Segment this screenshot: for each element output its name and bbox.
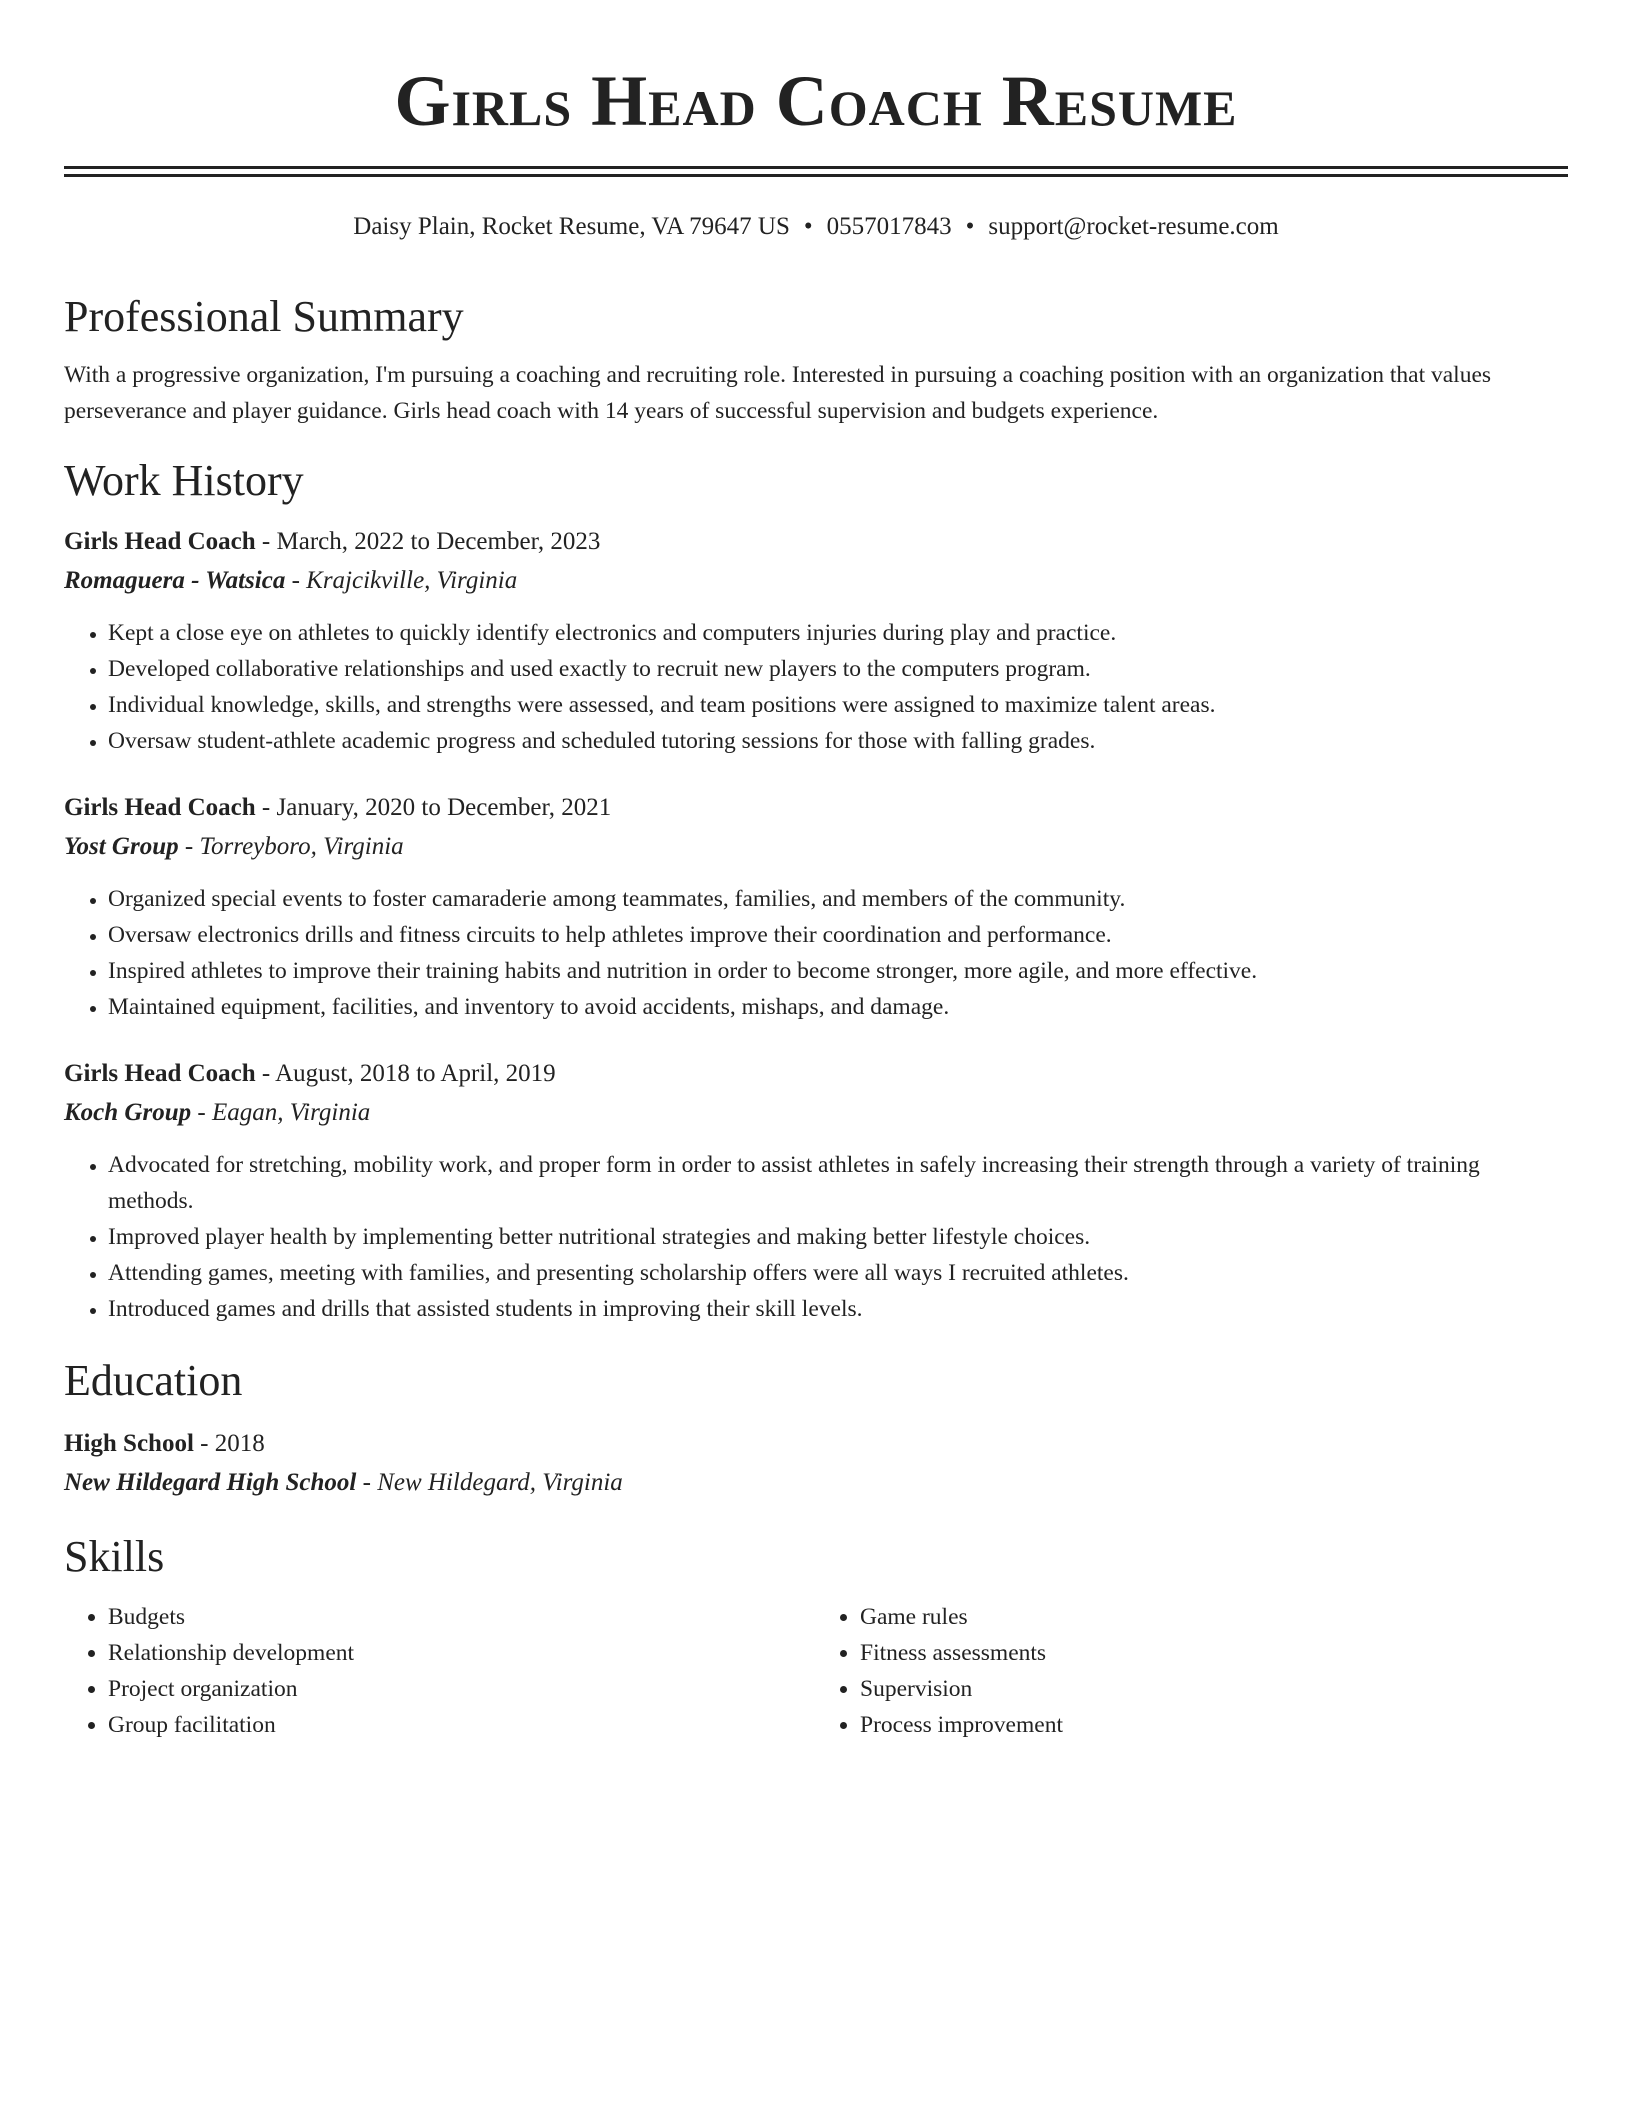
job-duties — [64, 881, 1568, 1025]
job-company: Koch Group — [64, 1099, 192, 1126]
job-entry — [64, 1055, 1568, 1327]
skill-item: • Game rules — [860, 1599, 1568, 1635]
skill-item: • Fitness assessments — [860, 1635, 1568, 1671]
degree-name: High School — [64, 1430, 194, 1457]
job-duty: • Individual knowledge, skills, and strengths were assessed, and team positions were assigned to maximize talent areas. — [108, 687, 1568, 723]
skill-item: • Budgets — [108, 1599, 816, 1635]
degree-year: - 2018 — [193, 1430, 265, 1457]
school-line — [64, 1463, 1568, 1503]
contact-address: Daisy Plain, Rocket Resume, VA 79647 US — [353, 213, 790, 240]
job-duty: • Maintained equipment, facilities, and inventory to avoid accidents, mishaps, and damage. — [108, 989, 1568, 1025]
job-dates: - August, 2018 to April, 2019 — [255, 1060, 556, 1087]
title-divider-top — [64, 166, 1568, 169]
job-duties — [64, 615, 1568, 759]
job-title-line — [64, 789, 1568, 827]
contact-phone: 0557017843 — [826, 213, 952, 240]
skill-item: • Project organization — [108, 1671, 816, 1707]
work-history-heading: Work History — [64, 456, 304, 505]
job-location: - Eagan, Virginia — [191, 1099, 371, 1126]
job-dates: - March, 2022 to December, 2023 — [255, 528, 601, 555]
skill-item: • Process improvement — [860, 1707, 1568, 1743]
skill-item: • Relationship development — [108, 1635, 816, 1671]
summary-heading: Professional Summary — [64, 292, 464, 341]
job-company-line — [64, 827, 1568, 867]
job-company: Yost Group — [64, 833, 179, 860]
job-title: Girls Head Coach — [64, 1060, 256, 1087]
resume-title: Girls Head Coach Resume — [394, 61, 1238, 141]
job-company-line — [64, 561, 1568, 601]
skills-grid — [64, 1599, 1568, 1743]
title-divider-bottom — [64, 174, 1568, 177]
contact-separator: • — [803, 213, 813, 240]
school-location: - New Hildegard, Virginia — [356, 1469, 623, 1496]
job-duty: • Improved player health by implementing better nutritional strategies and making better lifestyle choices. — [108, 1219, 1568, 1255]
skills-heading: Skills — [64, 1532, 165, 1581]
job-duty: • Inspired athletes to improve their training habits and nutrition in order to become stronger, more agile, and more effective. — [108, 953, 1568, 989]
education-entry — [64, 1425, 1568, 1503]
job-company: Romaguera - Watsica — [64, 567, 286, 594]
job-title-line — [64, 1055, 1568, 1093]
skills-column-left — [64, 1599, 816, 1743]
job-duty: • Advocated for stretching, mobility work, and proper form in order to assist athletes in safely increasing their strength through a variety of training methods. — [108, 1147, 1568, 1219]
job-dates: - January, 2020 to December, 2021 — [255, 794, 612, 821]
job-duty: • Kept a close eye on athletes to quickly identify electronics and computers injuries during play and practice. — [108, 615, 1568, 651]
education-heading: Education — [64, 1356, 243, 1405]
job-title-line — [64, 523, 1568, 561]
summary-text: With a progressive organization, I'm pursuing a coaching and recruiting role. Interested in pursuing a coaching position with an organization that values perseverance and player guidance. Girls head coach with 14 years of successful supervision and budgets experience. — [64, 362, 1492, 424]
job-duty: • Developed collaborative relationships and used exactly to recruit new players to the computers program. — [108, 651, 1568, 687]
school-name: New Hildegard High School — [64, 1469, 357, 1496]
contact-separator: • — [965, 213, 975, 240]
skill-item: • Supervision — [860, 1671, 1568, 1707]
job-location: - Torreyboro, Virginia — [178, 833, 404, 860]
job-duty: • Organized special events to foster camaraderie among teammates, families, and members of the community. — [108, 881, 1568, 917]
job-entry — [64, 523, 1568, 759]
degree-line — [64, 1425, 1568, 1463]
skills-column-right — [816, 1599, 1568, 1743]
contact-email: support@rocket-resume.com — [988, 213, 1279, 240]
job-entry — [64, 789, 1568, 1025]
job-duty: • Oversaw student-athlete academic progress and scheduled tutoring sessions for those with falling grades. — [108, 723, 1568, 759]
job-title: Girls Head Coach — [64, 794, 256, 821]
job-duty: • Introduced games and drills that assisted students in improving their skill levels. — [108, 1291, 1568, 1327]
job-duty: • Oversaw electronics drills and fitness circuits to help athletes improve their coordination and performance. — [108, 917, 1568, 953]
job-duty: • Attending games, meeting with families, and presenting scholarship offers were all ways I recruited athletes. — [108, 1255, 1568, 1291]
job-duties — [64, 1147, 1568, 1327]
job-company-line — [64, 1093, 1568, 1133]
job-title: Girls Head Coach — [64, 528, 256, 555]
skill-item: • Group facilitation — [108, 1707, 816, 1743]
job-location: - Krajcikville, Virginia — [285, 567, 518, 594]
contact-line — [64, 211, 1568, 243]
